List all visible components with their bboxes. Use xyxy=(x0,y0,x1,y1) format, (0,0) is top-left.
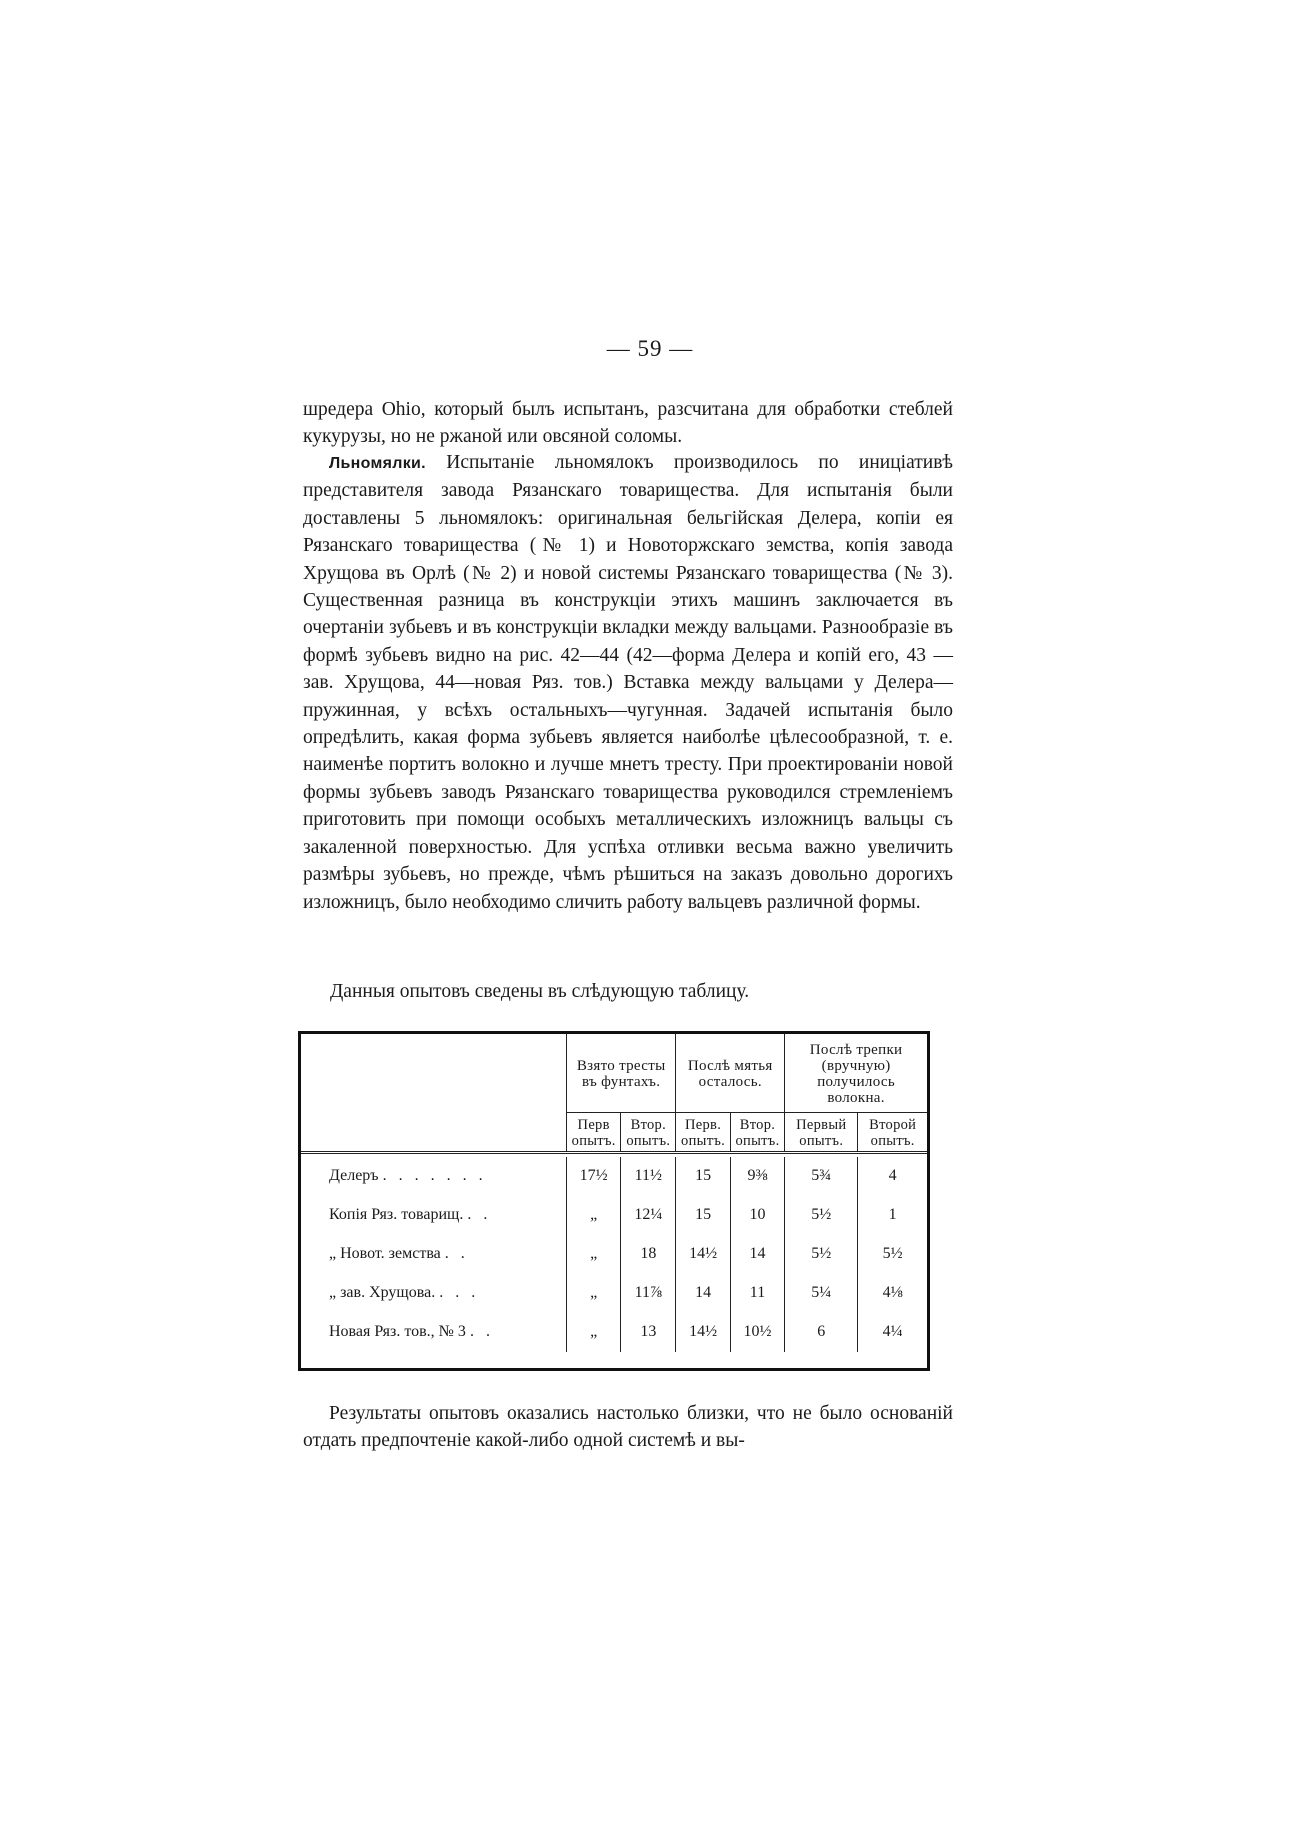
column-header: Втор. опытъ. xyxy=(621,1113,676,1153)
table-header-row xyxy=(301,1034,927,1113)
table-cell: 12¼ xyxy=(621,1196,676,1235)
table-cell: 6 xyxy=(785,1313,858,1352)
table-cell: 9⅜ xyxy=(730,1157,784,1196)
table-cell: „ xyxy=(567,1196,621,1235)
row-label: „ зав. Хрущова. . . . xyxy=(329,1284,480,1301)
table-row xyxy=(301,1274,927,1313)
paragraph-text: Испытаніе льномялокъ производилось по иниціативѣ представителя завода Рязанскаго товарищества. Для испытанія были доставлены 5 льномялокъ: оригинальная бельгійская Делера, копіи ея Рязанскаго товарищества (№ 1) и Новоторжскаго земства, копія завода Хрущова въ Орлѣ (№ 2) и новой системы Рязанскаго товарищества (№ 3). Существенная разница въ конструкціи этихъ машинъ заключается въ очертаніи зубьевъ и въ конструкціи вкладки между вальцами. Разнообразіе въ формѣ зубьевъ видно на рис. 42—44 (42—форма Делера и копій его, 43 — зав. Хрущова, 44—новая Ряз. тов.) Вставка между вальцами у Делера—пружинная, у всѣхъ остальныхъ—чугунная. Задачей испытанія было опредѣлить, какая форма зубьевъ является наиболѣе цѣлесообразной, т. е. наименѣе портитъ волокно и лучше мнетъ тресту. При проектированіи новой формы зубьевъ заводъ Рязанскаго товарищества руководился стремленіемъ приготовить при помощи особыхъ металлическихъ изложницъ вальцы съ закаленной поверхностью. Для успѣха отливки весьма важно увеличить размѣры зубьевъ, но прежде, чѣмъ рѣшиться на заказъ довольно дорогихъ изложницъ, было необходимо сличить работу вальцевъ различной формы. xyxy=(303,452,953,913)
table-cell: 5¼ xyxy=(785,1274,858,1313)
table-cell: 5¾ xyxy=(785,1157,858,1196)
table-cell: 4⅛ xyxy=(858,1274,927,1313)
page-number: — 59 — xyxy=(606,336,694,361)
row-label: „ Новот. земства . . xyxy=(329,1245,469,1262)
column-group-header: Послѣ трепки (вручную) получилось волокна. xyxy=(785,1034,927,1113)
table-cell: „ xyxy=(567,1313,621,1352)
table-cell: 4 xyxy=(858,1157,927,1196)
table-cell: 14½ xyxy=(676,1235,731,1274)
table-cell: 18 xyxy=(621,1235,676,1274)
data-table xyxy=(298,1031,930,1371)
table-row xyxy=(301,1235,927,1274)
row-label: Новая Ряз. тов., № 3 . . xyxy=(329,1323,494,1340)
table-cell: 14 xyxy=(730,1235,784,1274)
table-cell: 5½ xyxy=(785,1196,858,1235)
table-cell: „ xyxy=(567,1235,621,1274)
closing-paragraph xyxy=(303,1400,953,1455)
column-group-header: Послѣ мятья осталось. xyxy=(676,1034,785,1113)
table-cell: 17½ xyxy=(567,1157,621,1196)
table-row xyxy=(301,1196,927,1235)
table-cell: „ xyxy=(567,1274,621,1313)
main-paragraph xyxy=(303,449,953,916)
table-cell: 11½ xyxy=(621,1157,676,1196)
row-label: Копія Ряз. товарищ. . . xyxy=(329,1206,492,1223)
row-label: Делеръ . . . . . . . xyxy=(329,1167,487,1184)
table-row xyxy=(301,1313,927,1352)
table-row xyxy=(301,1157,927,1196)
table-cell: 11 xyxy=(730,1274,784,1313)
column-group-header: Взято тресты въ фунтахъ. xyxy=(567,1034,676,1113)
table-cell: 11⅞ xyxy=(621,1274,676,1313)
table-subheader-row xyxy=(301,1113,927,1153)
table-cell: 14 xyxy=(676,1274,731,1313)
section-heading: Льномялки. xyxy=(329,455,426,472)
table-cell: 13 xyxy=(621,1313,676,1352)
table-cell: 14½ xyxy=(676,1313,731,1352)
column-header: Втор. опытъ. xyxy=(730,1113,784,1153)
continued-paragraph xyxy=(303,396,953,451)
table-stub-header xyxy=(301,1034,567,1113)
table-cell: 1 xyxy=(858,1196,927,1235)
column-header: Второй опытъ. xyxy=(858,1113,927,1153)
table-cell: 5½ xyxy=(858,1235,927,1274)
table-cell: 4¼ xyxy=(858,1313,927,1352)
column-header: Первый опытъ. xyxy=(785,1113,858,1153)
table-cell: 10 xyxy=(730,1196,784,1235)
table-cell: 15 xyxy=(676,1157,731,1196)
table-cell: 5½ xyxy=(785,1235,858,1274)
column-header: Перв опытъ. xyxy=(567,1113,621,1153)
column-header: Перв. опытъ. xyxy=(676,1113,731,1153)
paragraph-text: шредера Ohio, который былъ испытанъ, разсчитана для обработки стеблей кукурузы, но не ржаной или овсяной соломы. xyxy=(303,399,953,448)
table-cell: 10½ xyxy=(730,1313,784,1352)
paragraph-text: Результаты опытовъ оказались настолько близки, что не было основаній отдать предпочтеніе какой-либо одной системѣ и вы- xyxy=(303,1403,953,1452)
table-intro: Данныя опытовъ сведены въ слѣдующую таблицу. xyxy=(330,981,750,1002)
table-cell: 15 xyxy=(676,1196,731,1235)
